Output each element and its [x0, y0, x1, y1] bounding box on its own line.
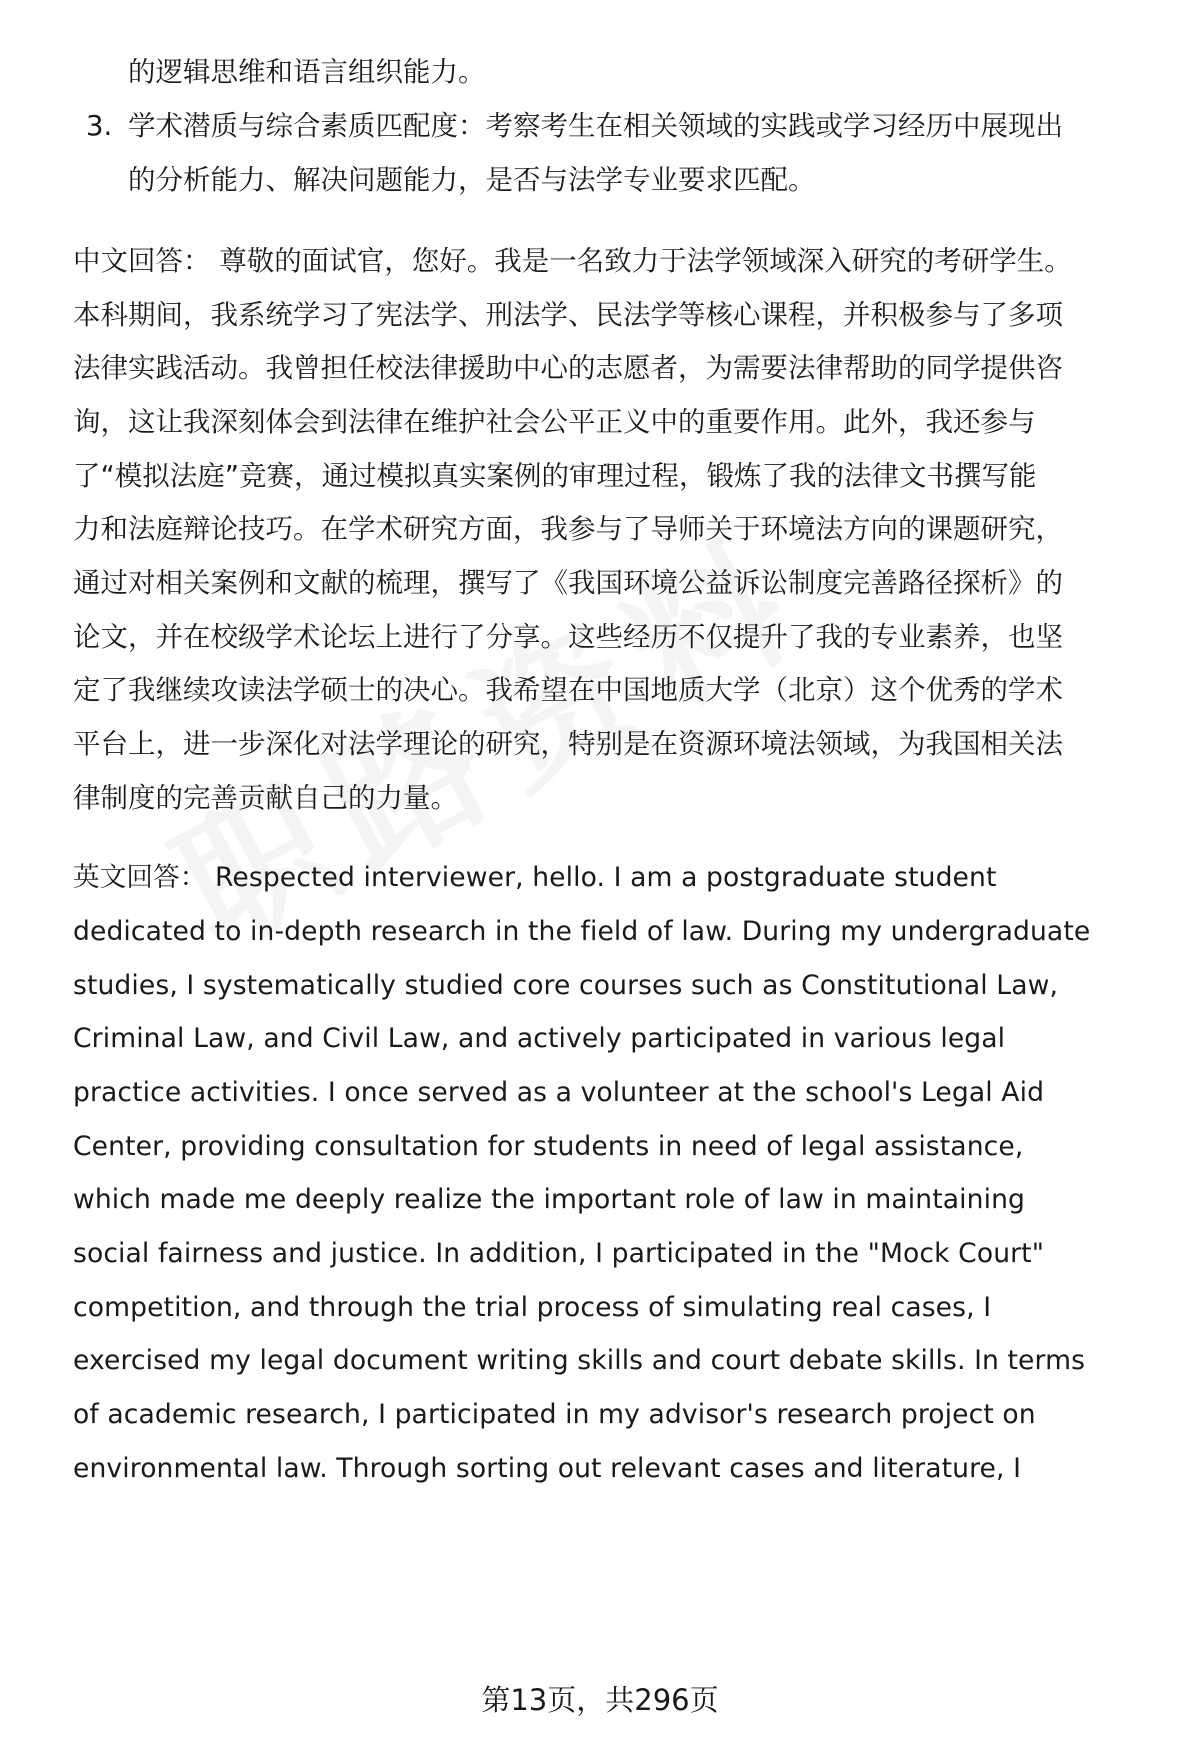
list-item-3-number: 3.: [86, 110, 113, 142]
english-answer-line: practice activities. I once served as a volunteer at the school's Legal Aid: [73, 1077, 1045, 1108]
chinese-answer-line: 力和法庭辩论技巧。在学术研究方面，我参与了导师关于环境法方向的课题研究，: [73, 513, 1063, 545]
list-item-2-continuation: 的逻辑思维和语言组织能力。: [128, 56, 486, 88]
chinese-answer-line: 论文，并在校级学术论坛上进行了分享。这些经历不仅提升了我的专业素养，也坚: [73, 621, 1063, 653]
chinese-answer-line: 本科期间，我系统学习了宪法学、刑法学、民法学等核心课程，并积极参与了多项: [73, 299, 1063, 331]
chinese-answer-line: 中文回答： 尊敬的面试官，您好。我是一名致力于法学领域深入研究的考研学生。: [73, 245, 1072, 277]
english-answer-line: Criminal Law, and Civil Law, and actively participated in various legal: [73, 1023, 1006, 1054]
english-answer-line: 英文回答： Respected interviewer, hello. I am a postgraduate student: [73, 862, 997, 893]
chinese-answer-line: 了“模拟法庭”竞赛，通过模拟真实案例的审理过程，锻炼了我的法律文书撰写能: [73, 460, 1037, 492]
english-answer-line: exercised my legal document writing skills and court debate skills. In terms: [73, 1345, 1086, 1376]
english-answer-line: Center, providing consultation for students in need of legal assistance,: [73, 1131, 1024, 1162]
list-item-3-line-2: 的分析能力、解决问题能力，是否与法学专业要求匹配。: [128, 164, 816, 196]
english-answer-line: of academic research, I participated in my advisor's research project on: [73, 1399, 1036, 1430]
english-answer-line: which made me deeply realize the important role of law in maintaining: [73, 1184, 1026, 1215]
chinese-answer-line: 询，这让我深刻体会到法律在维护社会公平正义中的重要作用。此外，我还参与: [73, 406, 1036, 438]
chinese-answer-line: 平台上，进一步深化对法学理论的研究，特别是在资源环境法领域，为我国相关法: [73, 728, 1063, 760]
chinese-answer-line: 定了我继续攻读法学硕士的决心。我希望在中国地质大学（北京）这个优秀的学术: [73, 674, 1063, 706]
chinese-answer-line: 法律实践活动。我曾担任校法律援助中心的志愿者，为需要法律帮助的同学提供咨: [73, 352, 1063, 384]
chinese-answer-line: 律制度的完善贡献自己的力量。: [73, 782, 458, 814]
english-answer-line: competition, and through the trial process of simulating real cases, I: [73, 1292, 992, 1323]
page-number: 第13页，共296页: [481, 1683, 719, 1717]
english-answer-line: environmental law. Through sorting out relevant cases and literature, I: [73, 1453, 1022, 1484]
english-answer-line: social fairness and justice. In addition, I participated in the "Mock Court": [73, 1238, 1045, 1269]
english-answer-line: studies, I systematically studied core courses such as Constitutional Law,: [73, 970, 1059, 1001]
chinese-answer-line: 通过对相关案例和文献的梳理，撰写了《我国环境公益诉讼制度完善路径探析》的: [73, 567, 1063, 599]
english-answer-line: dedicated to in-depth research in the field of law. During my undergraduate: [73, 916, 1091, 947]
list-item-3-line-1: 学术潜质与综合素质匹配度：考察考生在相关领域的实践或学习经历中展现出: [128, 110, 1063, 142]
